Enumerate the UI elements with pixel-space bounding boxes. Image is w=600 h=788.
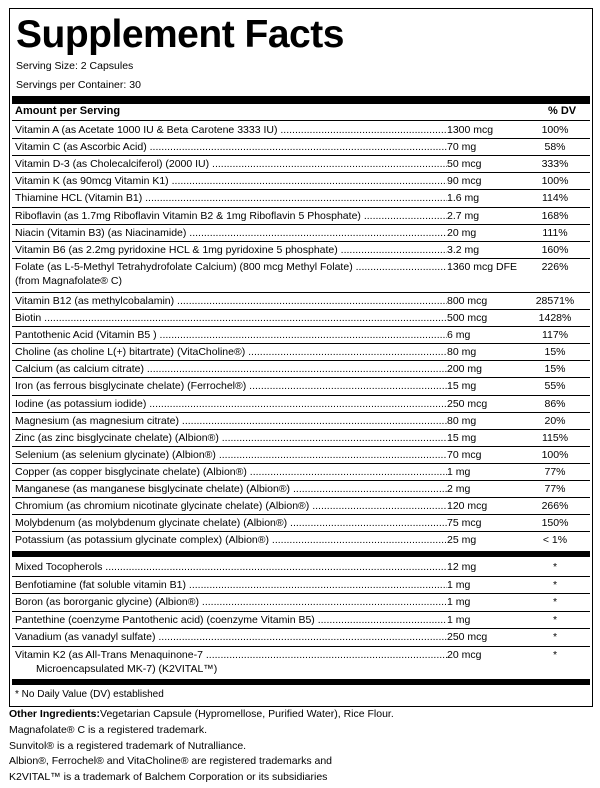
- row-dv: 100%: [541, 124, 569, 136]
- row-divider: [12, 412, 590, 413]
- row-amount: 80 mg: [447, 346, 477, 359]
- dv-footnote: * No Daily Value (DV) established: [15, 689, 164, 700]
- row-name: Selenium (as selenium glycinate) (Albion®) .....: [15, 449, 447, 462]
- dv-header: % DV: [548, 105, 577, 117]
- row-divider: [12, 155, 590, 156]
- row-dv: 150%: [541, 517, 569, 530]
- row-name: Vitamin K (as 90mcg Vitamin K1) .....: [15, 175, 447, 188]
- row-name: Niacin (Vitamin B3) (as Niacinamide) .....: [15, 227, 447, 240]
- row-dv: 15%: [544, 346, 566, 359]
- row-dv: *: [552, 596, 558, 608]
- row-amount: 200 mg: [447, 363, 483, 376]
- row-subtext: (from Magnafolate® C): [15, 274, 122, 287]
- row-name: Iron (as ferrous bisglycinate chelate) (Ferrochel®) .....: [15, 380, 447, 393]
- trademark-line-4: K2VITAL™ is a trademark of Balchem Corporation or its subsidiaries: [9, 771, 328, 783]
- row-name: Copper (as copper bisglycinate chelate) (Albion®) .....: [15, 466, 447, 479]
- row-amount: 1 mg: [447, 613, 471, 626]
- row-name: Folate (as L-5-Methyl Tetrahydrofolate Calcium) (800 mcg Methyl Folate) .....: [15, 261, 447, 274]
- row-divider: [12, 463, 590, 464]
- row-divider: [12, 628, 590, 629]
- row-divider: [12, 326, 590, 327]
- serving-size: Serving Size: 2 Capsules: [16, 60, 134, 72]
- row-amount: 1 mg: [447, 465, 471, 478]
- row-amount: 1 mg: [447, 578, 471, 591]
- row-dv: 86%: [544, 397, 566, 410]
- trademark-line-3: Albion®, Ferrochel® and VitaCholine® are registered trademarks and: [9, 755, 333, 767]
- row-name: Chromium (as chromium nicotinate glycinate chelate) (Albion®) .....: [15, 500, 447, 513]
- row-divider: [12, 446, 590, 447]
- row-name: Vitamin D-3 (as Cholecalciferol) (2000 IU) .....: [15, 158, 447, 171]
- panel-title: Supplement Facts: [16, 13, 344, 56]
- row-name: Vitamin A (as Acetate 1000 IU & Beta Carotene 3333 IU) .....: [15, 124, 447, 137]
- row-dv: < 1%: [542, 534, 568, 547]
- row-dv: *: [552, 613, 558, 626]
- row-name: Vitamin C (as Ascorbic Acid) .....: [15, 141, 447, 154]
- row-amount: 800 mcg: [447, 294, 488, 307]
- row-divider: [12, 377, 590, 378]
- header-divider: [12, 120, 590, 121]
- row-dv: 28571%: [535, 294, 575, 307]
- row-divider: [12, 138, 590, 139]
- row-amount: 25 mg: [447, 534, 477, 547]
- row-name: Potassium (as potassium glycinate complex) (Albion®) .....: [15, 534, 447, 547]
- row-name: Iodine (as potassium iodide) .....: [15, 398, 447, 411]
- row-amount: 90 mcg: [447, 175, 482, 188]
- trademark-line-1: Magnafolate® C is a registered trademark.: [9, 724, 207, 736]
- other-ingredients-text: Vegetarian Capsule (Hypromellose, Purified Water), Rice Flour.: [100, 708, 394, 720]
- row-dv: *: [552, 631, 558, 643]
- other-ingredients-label: Other Ingredients:: [9, 708, 101, 720]
- row-divider: [12, 207, 590, 208]
- bottom-thick-divider: [12, 679, 590, 685]
- row-name: Magnesium (as magnesium citrate) .....: [15, 415, 447, 428]
- row-amount: 15 mg: [447, 431, 477, 444]
- row-name: Boron (as bororganic glycine) (Albion®) .....: [15, 596, 447, 609]
- row-dv: 117%: [541, 329, 569, 342]
- row-name: Vanadium (as vanadyl sulfate) .....: [15, 631, 447, 644]
- row-divider: [12, 395, 590, 396]
- row-divider: [12, 611, 590, 612]
- mid-thick-divider: [12, 551, 590, 557]
- row-amount: 3.2 mg: [447, 243, 480, 256]
- row-amount: 250 mcg: [447, 631, 488, 643]
- row-amount: 1360 mcg DFE: [447, 260, 518, 273]
- row-dv: 111%: [542, 226, 568, 239]
- row-amount: 2 mg: [447, 483, 471, 495]
- row-amount: 20 mcg: [447, 648, 482, 661]
- row-dv: 77%: [544, 465, 566, 478]
- row-name: Biotin .....: [15, 312, 447, 325]
- row-divider: [12, 172, 590, 173]
- other-ingredients: [9, 707, 394, 723]
- row-name: Calcium (as calcium citrate) .....: [15, 363, 447, 376]
- row-divider: [12, 593, 590, 594]
- row-dv: 333%: [541, 158, 569, 171]
- row-amount: 75 mcg: [447, 517, 482, 530]
- row-divider: [12, 429, 590, 430]
- row-amount: 1300 mcg: [447, 124, 494, 136]
- row-dv: *: [552, 648, 558, 661]
- row-name: Vitamin K2 (as All-Trans Menaquinone-7 .....: [15, 649, 447, 662]
- row-divider: [12, 497, 590, 498]
- row-name: Thiamine HCL (Vitamin B1) .....: [15, 192, 447, 205]
- row-amount: 120 mcg: [447, 500, 488, 513]
- row-name: Vitamin B6 (as 2.2mg pyridoxine HCL & 1mg pyridoxine 5 phosphate) .....: [15, 244, 447, 257]
- row-amount: 80 mg: [447, 414, 477, 427]
- row-dv: 1428%: [538, 312, 572, 324]
- row-amount: 15 mg: [447, 380, 477, 393]
- row-divider: [12, 531, 590, 532]
- thick-divider: [12, 96, 590, 104]
- row-name: Molybdenum (as molybdenum glycinate chelate) (Albion®) .....: [15, 517, 447, 530]
- row-amount: 70 mg: [447, 141, 477, 154]
- row-name: Pantothenic Acid (Vitamin B5 ) .....: [15, 329, 447, 342]
- row-divider: [12, 646, 590, 647]
- row-divider: [12, 480, 590, 481]
- row-name: Riboflavin (as 1.7mg Riboflavin Vitamin B2 & 1mg Riboflavin 5 Phosphate) .....: [15, 210, 447, 223]
- row-name: Vitamin B12 (as methylcobalamin) .....: [15, 295, 447, 308]
- row-divider: [12, 292, 590, 293]
- row-dv: 77%: [544, 483, 566, 495]
- row-dv: 55%: [544, 380, 566, 393]
- row-name: Mixed Tocopherols .....: [15, 561, 447, 574]
- row-name: Manganese (as manganese bisglycinate chelate) (Albion®) .....: [15, 483, 447, 496]
- row-divider: [12, 576, 590, 577]
- row-amount: 20 mg: [447, 226, 477, 239]
- trademark-line-2: Sunvitol® is a registered trademark of Nutralliance.: [9, 740, 247, 752]
- row-name: Zinc (as zinc bisglycinate chelate) (Albion®) .....: [15, 432, 447, 445]
- row-name: Benfotiamine (fat soluble vitamin B1) .....: [15, 579, 447, 592]
- row-dv: *: [552, 578, 558, 591]
- row-amount: 6 mg: [447, 329, 471, 342]
- servings-per-container: Servings per Container: 30: [16, 79, 141, 91]
- row-amount: 50 mcg: [447, 158, 482, 171]
- row-amount: 1.6 mg: [447, 192, 480, 205]
- row-divider: [12, 189, 590, 190]
- row-divider: [12, 360, 590, 361]
- row-divider: [12, 241, 590, 242]
- row-divider: [12, 514, 590, 515]
- row-dv: 58%: [544, 141, 566, 154]
- row-dv: 160%: [541, 243, 569, 256]
- row-amount: 2.7 mg: [447, 209, 480, 222]
- row-amount: 500 mcg: [447, 312, 488, 324]
- row-subtext: Microencapsulated MK-7) (K2VITAL™): [36, 662, 218, 675]
- row-dv: 20%: [544, 414, 566, 427]
- row-divider: [12, 309, 590, 310]
- row-name: Choline (as choline L(+) bitartrate) (VitaCholine®) .....: [15, 346, 447, 359]
- row-dv: 100%: [541, 448, 569, 461]
- row-name: Pantethine (coenzyme Pantothenic acid) (coenzyme Vitamin B5) .....: [15, 614, 447, 627]
- row-dv: *: [552, 561, 558, 573]
- row-dv: 266%: [541, 500, 569, 513]
- amount-per-serving-header: Amount per Serving: [15, 105, 121, 117]
- row-dv: 226%: [541, 260, 569, 273]
- row-amount: 70 mcg: [447, 448, 482, 461]
- row-divider: [12, 224, 590, 225]
- row-amount: 12 mg: [447, 561, 477, 573]
- row-dv: 100%: [541, 175, 569, 188]
- row-dv: 115%: [541, 431, 569, 444]
- row-divider: [12, 343, 590, 344]
- row-dv: 168%: [541, 209, 569, 222]
- row-divider: [12, 258, 590, 259]
- row-amount: 1 mg: [447, 596, 471, 608]
- row-dv: 15%: [544, 363, 566, 376]
- row-dv: 114%: [541, 192, 569, 205]
- row-amount: 250 mcg: [447, 397, 488, 410]
- supplement-facts-panel: [9, 8, 593, 707]
